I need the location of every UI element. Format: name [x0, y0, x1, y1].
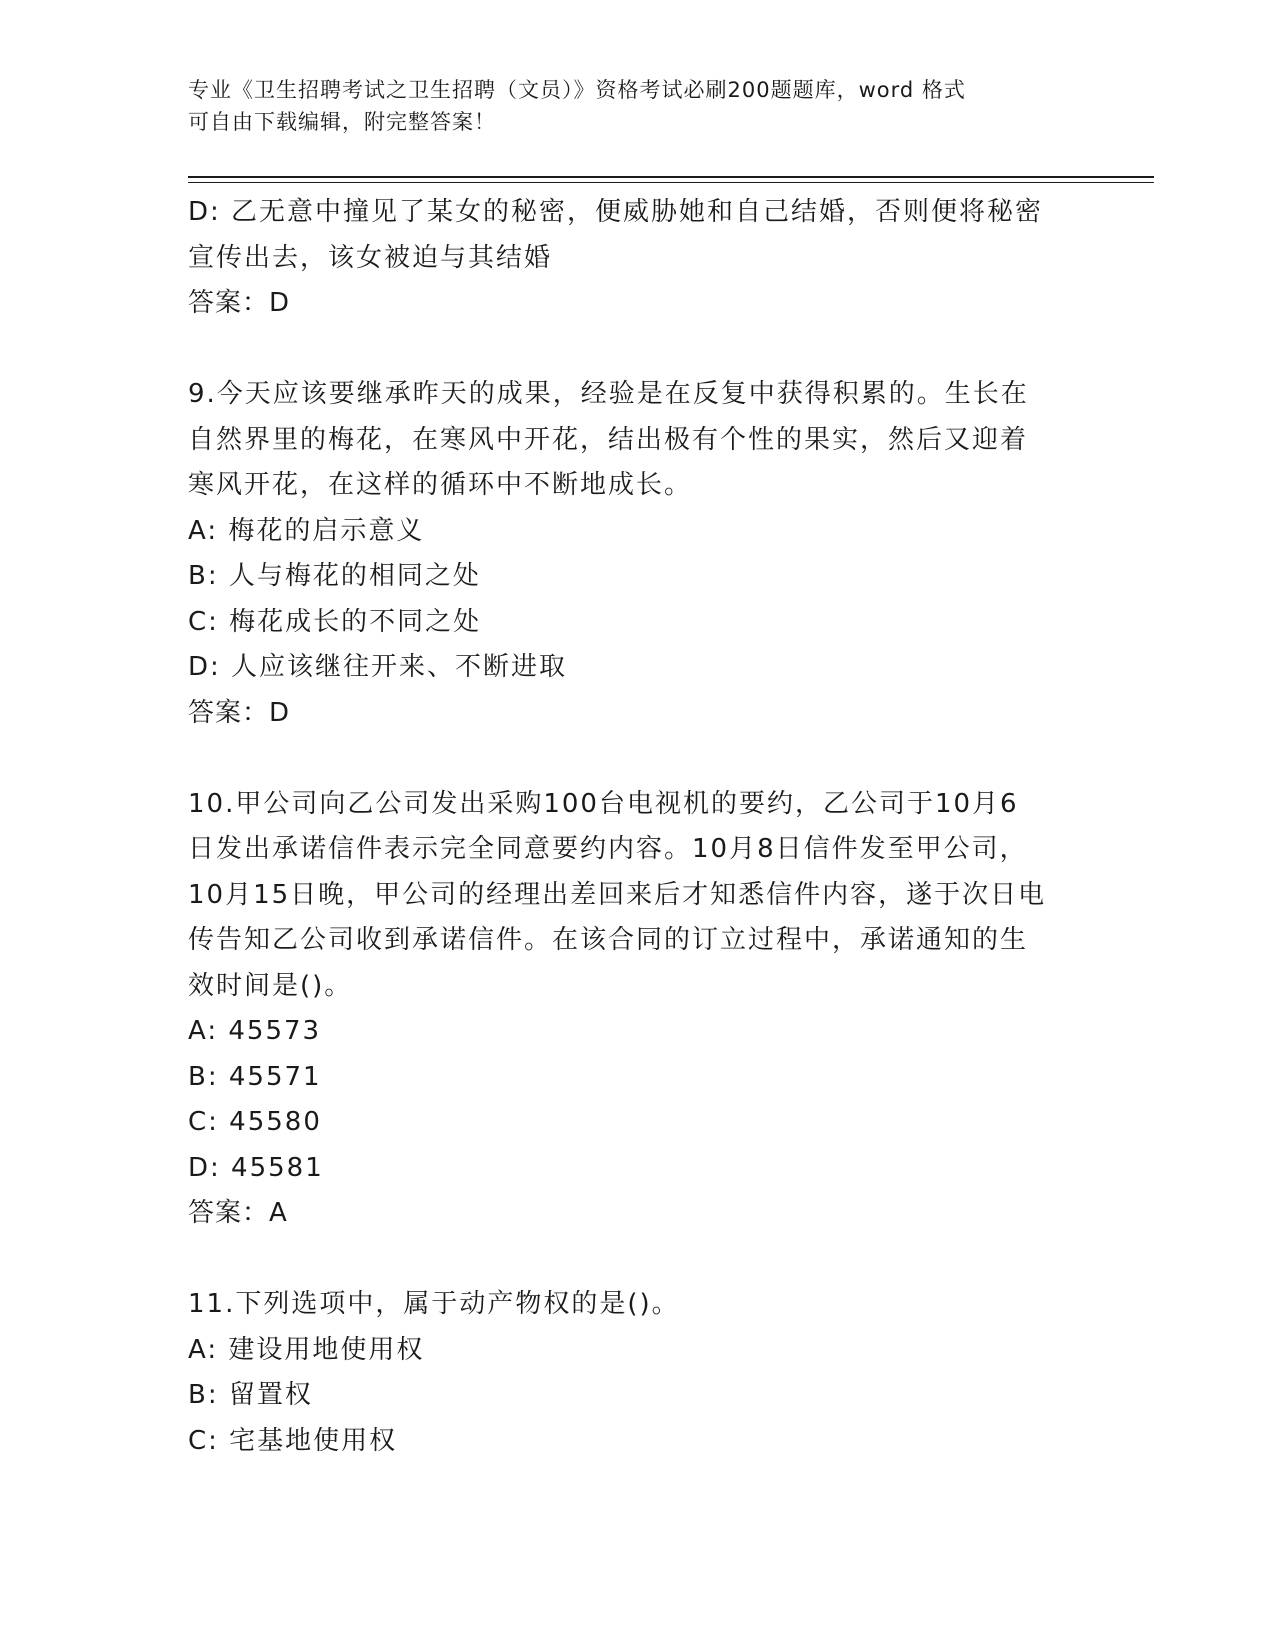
q9-stem-line-2: 自然界里的梅花，在寒风中开花，结出极有个性的果实，然后又迎着 [188, 424, 1029, 455]
q10-stem-line-4: 传告知乙公司收到承诺信件。在该合同的订立过程中，承诺通知的生 [188, 925, 1029, 955]
q9-option-b: B: 人与梅花的相同之处 [188, 561, 481, 591]
q10-option-a: A: 45573 [188, 1016, 322, 1046]
document-header [188, 74, 1088, 138]
q9-option-a: A: 梅花的启示意义 [188, 515, 425, 546]
q10-option-c: C: 45580 [188, 1107, 322, 1137]
q10-answer: 答案：A [188, 1198, 288, 1228]
q9-stem-line-3: 寒风开花，在这样的循环中不断地成长。 [188, 470, 693, 500]
q11-stem-line-1: 11.下列选项中，属于动产物权的是()。 [188, 1289, 680, 1319]
q10-stem-line-2: 日发出承诺信件表示完全同意要约内容。10月8日信件发至甲公司， [188, 834, 1028, 864]
q9-answer: 答案：D [188, 697, 291, 728]
q10-stem-line-3: 10月15日晚，甲公司的经理出差回来后才知悉信件内容，遂于次日电 [188, 879, 1047, 910]
q9-option-d: D: 人应该继往开来、不断进取 [188, 652, 568, 682]
q8-option-d-line-2: 宣传出去，该女被迫与其结婚 [188, 242, 553, 273]
header-line-1: 专业《卫生招聘考试之卫生招聘（文员）》资格考试必刷200题题库，word 格式 [188, 78, 966, 102]
document-body [188, 190, 1088, 1464]
q9-stem-line-1: 9.今天应该要继承昨天的成果，经验是在反复中获得积累的。生长在 [188, 379, 1029, 409]
header-rule-thick [188, 176, 1154, 178]
q10-stem-line-1: 10.甲公司向乙公司发出采购100台电视机的要约，乙公司于10月6 [188, 788, 1019, 819]
q10-stem-line-5: 效时间是()。 [188, 970, 353, 1001]
q11-option-c: C: 宅基地使用权 [188, 1425, 398, 1456]
spacer [188, 327, 1088, 373]
q9-option-c: C: 梅花成长的不同之处 [188, 606, 482, 637]
q11-option-a: A: 建设用地使用权 [188, 1334, 425, 1365]
header-rule-thin [188, 182, 1154, 183]
spacer [188, 1237, 1088, 1283]
spacer [188, 736, 1088, 782]
q8-answer: 答案：D [188, 288, 291, 318]
question-10 [188, 782, 1088, 1237]
question-11 [188, 1282, 1088, 1464]
q11-option-b: B: 留置权 [188, 1380, 313, 1410]
q10-option-d: D: 45581 [188, 1152, 324, 1183]
q8-option-d-line-1: D: 乙无意中撞见了某女的秘密，便威胁她和自己结婚，否则便将秘密 [188, 197, 1044, 227]
header-line-2: 可自由下载编辑，附完整答案！ [188, 110, 496, 134]
question-9 [188, 372, 1088, 736]
question-8 [188, 190, 1088, 327]
q10-option-b: B: 45571 [188, 1061, 322, 1092]
